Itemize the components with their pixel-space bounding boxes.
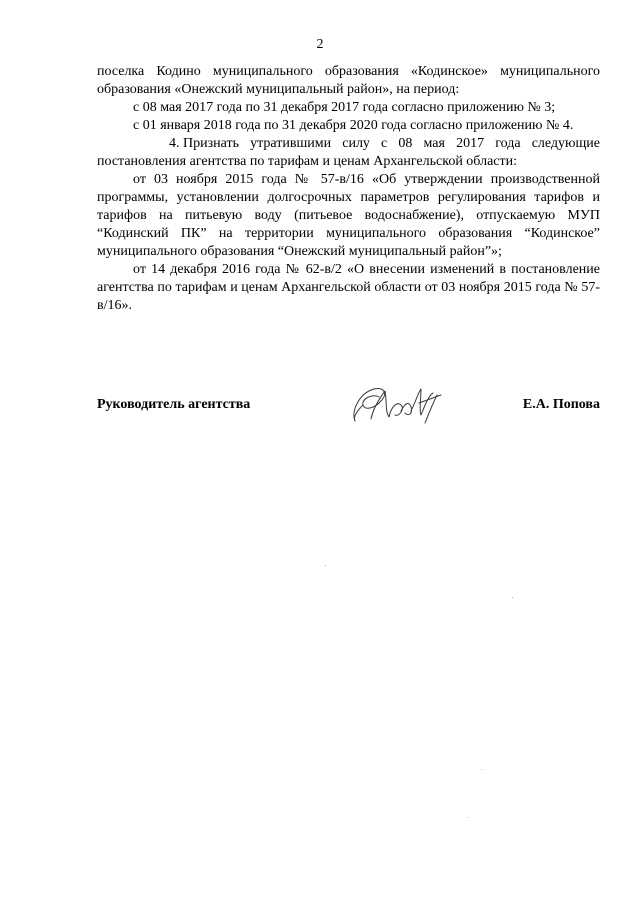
paragraph-resolution-57: от 03 ноября 2015 года № 57-в/16 «Об утверждении производственной программы, установлении долгосрочных параметров регулирования тарифов и тарифов на питьевую воду (питьевое водоснабжение), отпускаемую МУП “Кодинский ПК” на территории муниципального образования “Кодинское” муниципального образования “Онежский муниципальный район”»; (97, 172, 600, 259)
paragraph-item-4 (97, 135, 600, 171)
scan-speck (468, 817, 469, 818)
paragraph-period-2017: с 08 мая 2017 года по 31 декабря 2017 года согласно приложению № 3; (133, 100, 556, 115)
document-body (97, 63, 600, 315)
paragraph-period-2018-2020: с 01 января 2018 года по 31 декабря 2020 года согласно приложению № 4. (133, 118, 574, 133)
page-number: 2 (316, 37, 324, 52)
scan-speck (325, 565, 326, 566)
signature-strokes (354, 388, 441, 423)
signer-name: Е.А. Попова (522, 397, 600, 412)
item-4-text: Признать утратившими силу с 08 мая 2017 года следующие постановления агентства по тарифам и ценам Архангельской области: (97, 136, 600, 169)
paragraph-resolution-62: от 14 декабря 2016 года № 62-в/2 «О внесении изменений в постановление агентства по тарифам и ценам Архангельской области от 03 ноября 2015 года № 57-в/16». (97, 262, 600, 313)
signature-block (97, 385, 600, 425)
paragraph-period: поселка Кодино муниципального образования «Кодинское» муниципального образования «Онежский муниципальный район», на период: (97, 64, 600, 97)
signer-title: Руководитель агентства (97, 397, 251, 412)
handwritten-signature (349, 381, 449, 427)
item-number: 4. (169, 136, 180, 151)
scan-speck (512, 597, 513, 598)
scan-speck (481, 769, 482, 770)
